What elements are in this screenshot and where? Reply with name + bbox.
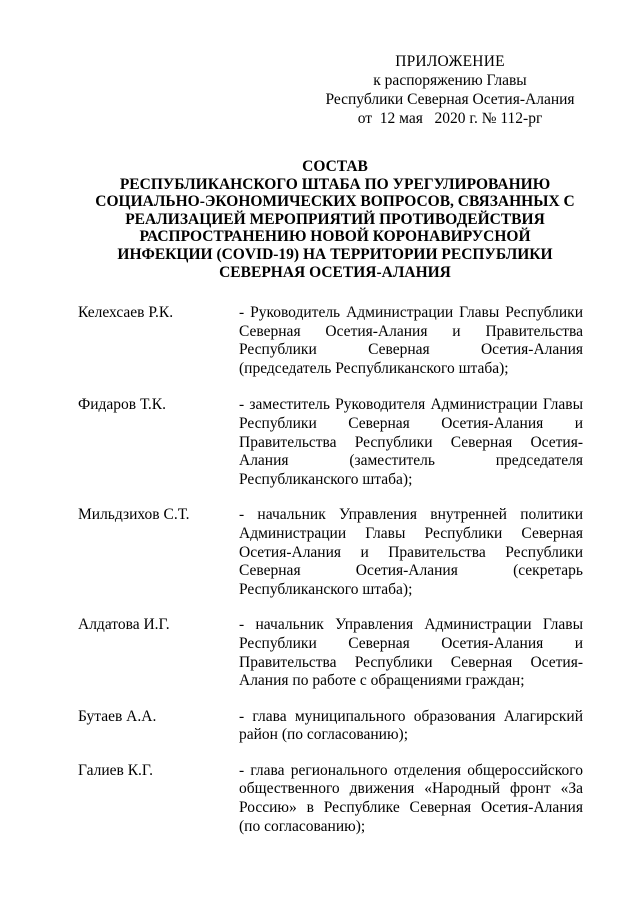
appendix-header: [300, 52, 600, 128]
title-body: РЕСПУБЛИКАНСКОГО ШТАБА ПО УРЕГУЛИРОВАНИЮ СОЦИАЛЬНО-ЭКОНОМИЧЕСКИХ ВОПРОСОВ, СВЯЗАННЫХ С РЕАЛИЗАЦИЕЙ МЕРОПРИЯТИЙ ПРОТИВОДЕЙСТВИЯ РАСПРОСТРАНЕНИЮ НОВОЙ КОРОНАВИРУСНОЙ ИНФЕКЦИИ (COVID-19) НА ТЕРРИТОРИИ РЕСПУБЛИКИ СЕВЕРНАЯ ОСЕТИЯ-АЛАНИЯ: [95, 175, 575, 281]
member-entry: [0, 396, 640, 489]
member-name: Галиев К.Г.: [78, 761, 153, 779]
member-entry: [0, 708, 640, 745]
member-role: - начальник Управления Администрации Главы Республики Северная Осетия-Алания и Правительства Республики Северная Осетия-Алания по работе с обращениями граждан;: [239, 616, 583, 690]
member-entry: [0, 762, 640, 836]
appendix-date-number: от 12 мая 2020 г. № 112-рг: [357, 110, 543, 127]
member-name: Алдатова И.Г.: [78, 616, 170, 634]
members-list: [0, 304, 640, 836]
member-entry: [0, 304, 640, 378]
member-role: - Руководитель Администрации Главы Республики Северная Осетия-Алания и Правительства Республики Северная Осетия-Алания (председатель Республиканского штаба);: [239, 304, 583, 377]
member-role: - глава регионального отделения общероссийского общественного движения «Народный фронт «За Россию» в Республике Северная Осетия-Алания (по согласованию);: [239, 761, 583, 835]
appendix-label: ПРИЛОЖЕНИЕ: [395, 53, 505, 70]
appendix-republic: Республики Северная Осетия-Алания: [325, 91, 575, 108]
member-entry: [0, 506, 640, 599]
appendix-reference: к распоряжению Главы: [373, 72, 527, 89]
member-role: - заместитель Руководителя Администрации Главы Республики Северная Осетия-Алания и Правительства Республики Северная Осетия-Алания (заместитель председателя Республиканского штаба);: [239, 396, 583, 488]
title-heading: СОСТАВ: [302, 158, 368, 175]
document-title: [90, 158, 580, 281]
member-role: - глава муниципального образования Алагирский район (по согласованию);: [239, 707, 583, 744]
member-name: Бутаев А.А.: [78, 707, 157, 725]
member-name: Мильдзихов С.Т.: [78, 506, 190, 524]
member-entry: [0, 616, 640, 690]
member-name: Фидаров Т.К.: [78, 396, 167, 414]
member-role: - начальник Управления внутренней политики Администрации Главы Республики Северная Осетия-Алания и Правительства Республики Северная Осетия-Алания (секретарь Республиканского штаба);: [239, 506, 583, 598]
member-name: Келехсаев Р.К.: [78, 304, 174, 321]
